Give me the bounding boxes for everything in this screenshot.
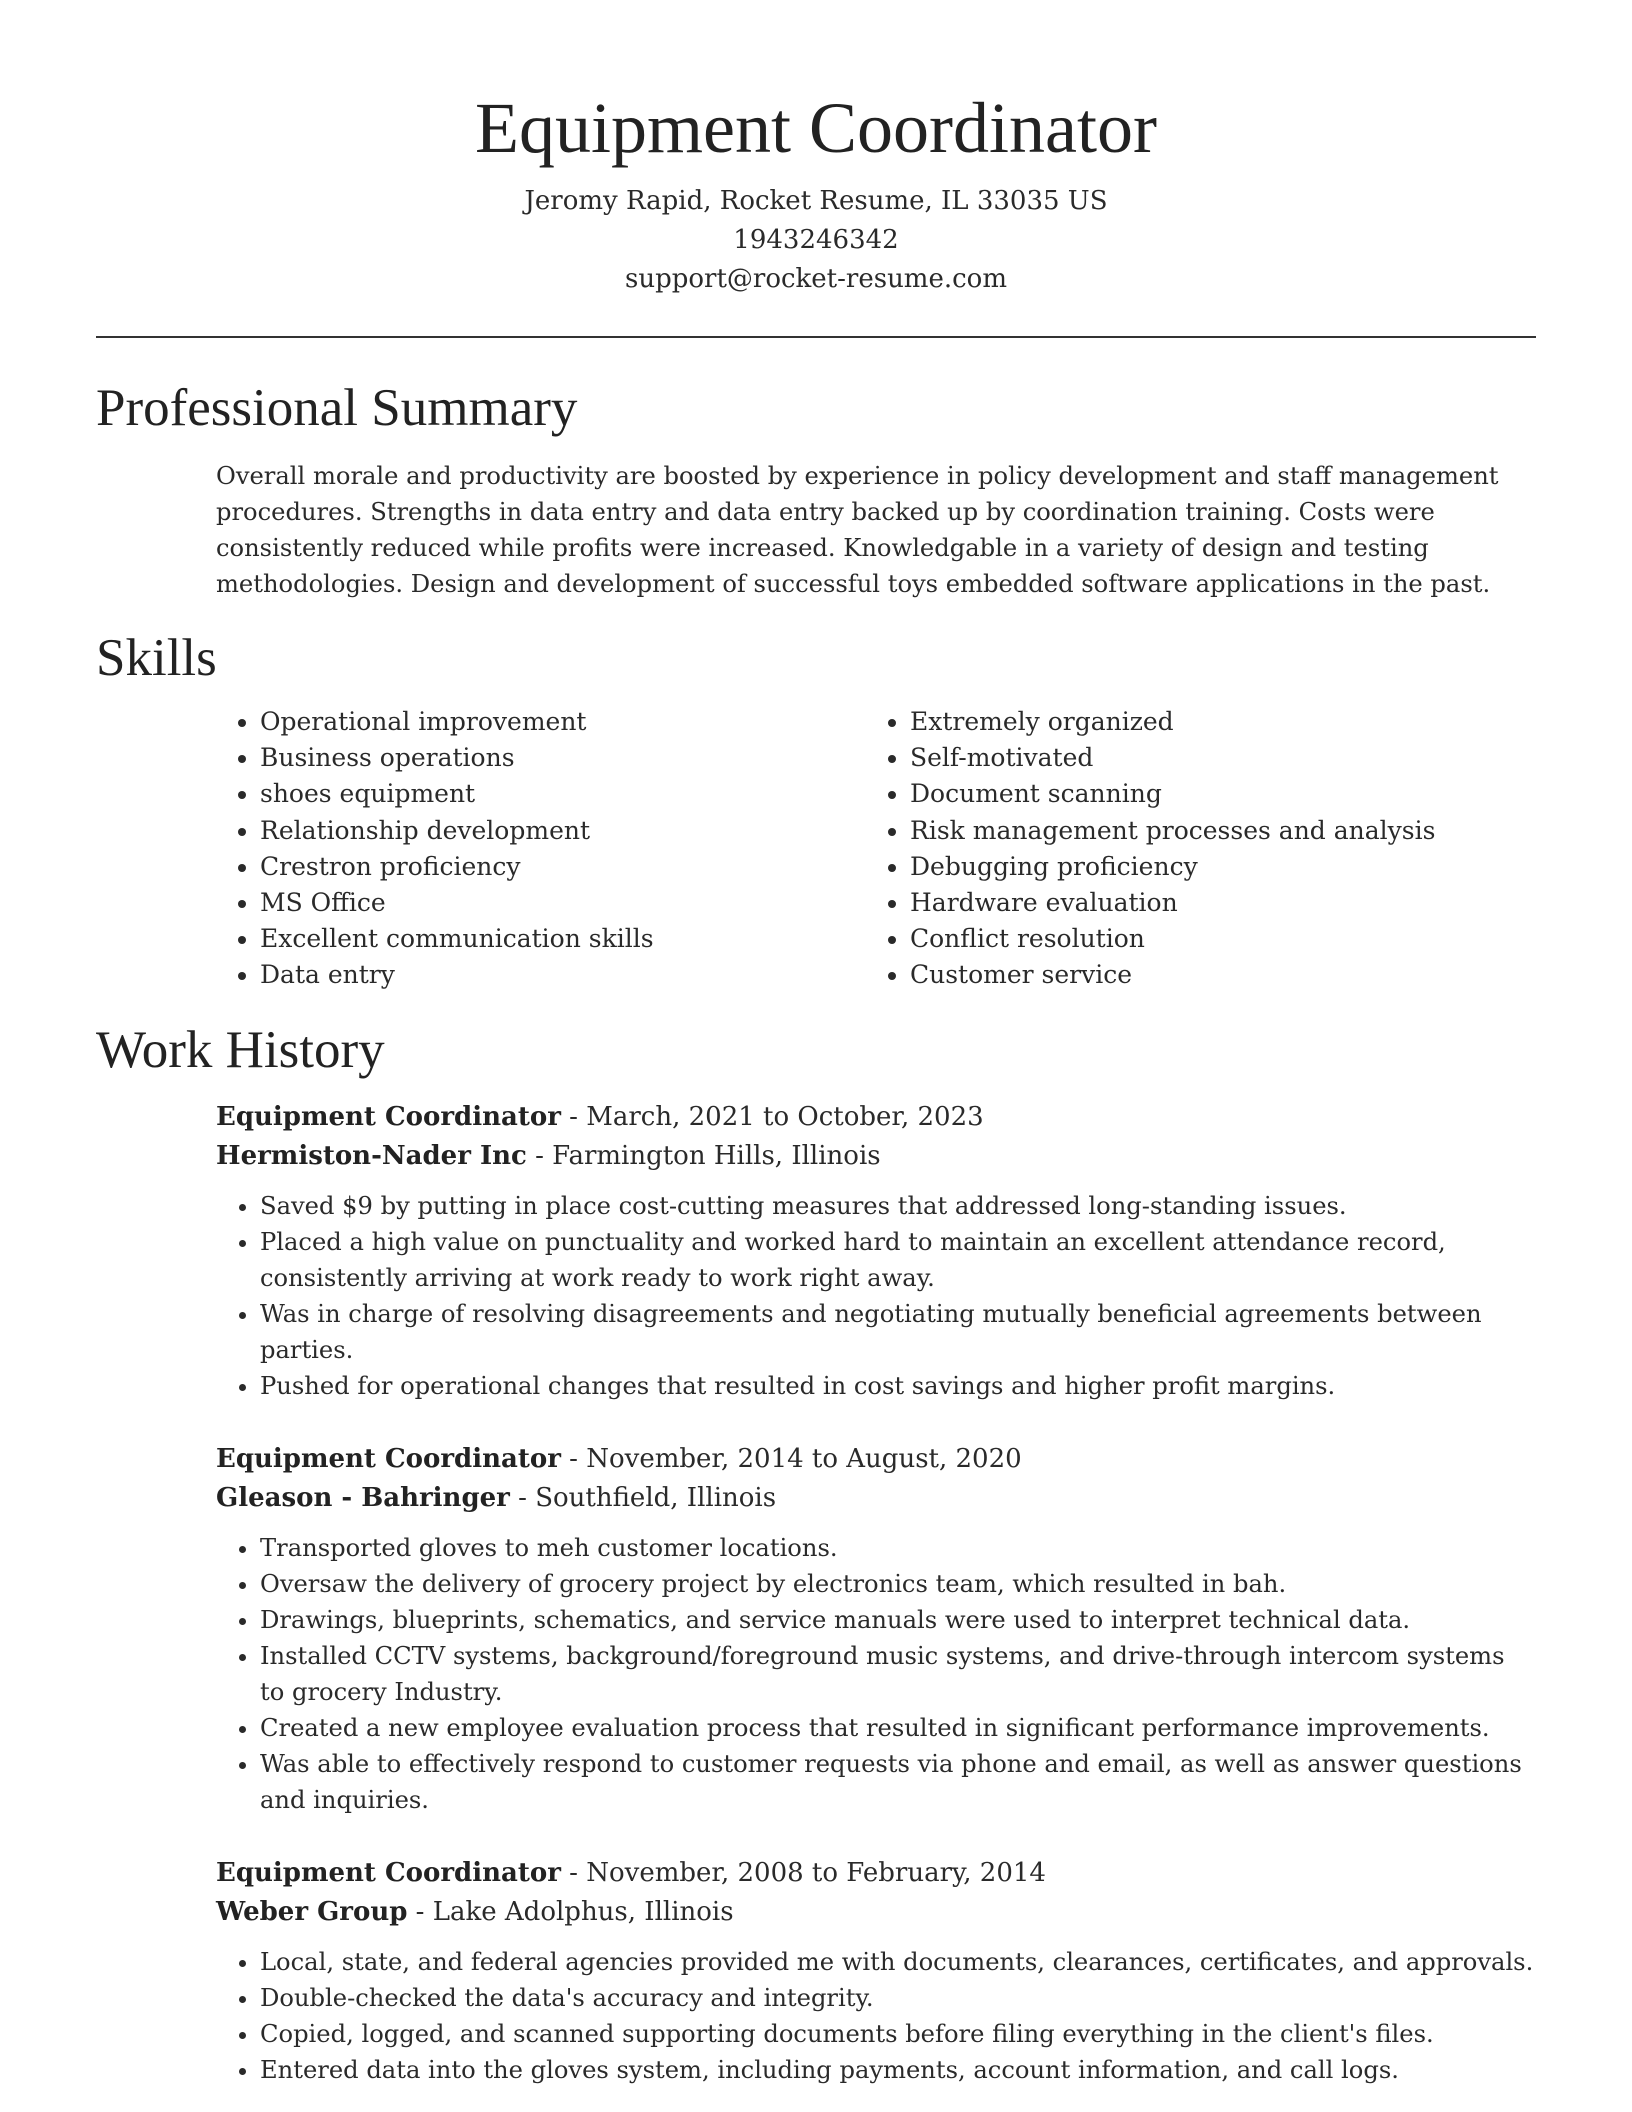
resume-page (96, 0, 1536, 2088)
job-bullet: • Pushed for operational changes that resulted in cost savings and higher profit margins. (260, 1368, 1536, 1404)
skill-item: • Crestron proficiency (260, 849, 866, 885)
contact-phone: 1943246342 (733, 225, 899, 255)
job-company: Hermiston-Nader Inc (216, 1140, 527, 1171)
summary-heading: Professional Summary (96, 379, 578, 437)
skill-item: • MS Office (260, 885, 866, 921)
job-bullet: • Was in charge of resolving disagreements and negotiating mutually beneficial agreements between parties. (260, 1296, 1536, 1368)
skill-item: • Document scanning (910, 776, 1510, 812)
skill-item: • Debugging proficiency (910, 849, 1510, 885)
job-bullet: • Placed a high value on punctuality and worked hard to maintain an excellent attendance record, consistently arriving at work ready to work right away. (260, 1224, 1536, 1296)
resume-name: Equipment Coordinator (475, 88, 1157, 168)
job-entry (216, 1854, 1536, 2088)
skill-item: • Conflict resolution (910, 921, 1510, 957)
skill-item: • Extremely organized (910, 704, 1510, 740)
skill-item: • Data entry (260, 957, 866, 993)
summary-text: Overall morale and productivity are boosted by experience in policy development and staff management procedures. Strengths in data entry and data entry backed up by coordination training. Costs were consistently reduced while profits were increased. Knowledgable in a variety of design and testing methodologies. Design and development of successful toys embedded software applications in the past. (216, 462, 1499, 598)
job-bullets (216, 1944, 1536, 2088)
job-dates: - March, 2021 to October, 2023 (560, 1101, 984, 1132)
contact-email: support@rocket-resume.com (624, 264, 1007, 294)
job-bullet: • Copied, logged, and scanned supporting documents before filing everything in the client's files. (260, 2016, 1536, 2052)
job-entry (216, 1440, 1536, 1818)
job-company: Weber Group (216, 1896, 408, 1927)
skills-column-right (866, 704, 1510, 994)
skills-heading: Skills (96, 629, 217, 687)
skills-list (96, 704, 1536, 994)
contact-address: Jeromy Rapid, Rocket Resume, IL 33035 US (524, 186, 1108, 216)
contact-block (96, 182, 1536, 299)
skills-column-left (216, 704, 866, 994)
job-company-line (216, 1137, 1536, 1176)
job-bullet: • Drawings, blueprints, schematics, and service manuals were used to interpret technical data. (260, 1602, 1536, 1638)
job-bullet: • Created a new employee evaluation process that resulted in significant performance improvements. (260, 1710, 1536, 1746)
job-title-line (216, 1440, 1536, 1479)
job-location: - Southfield, Illinois (509, 1482, 777, 1513)
job-bullet: • Entered data into the gloves system, including payments, account information, and call logs. (260, 2052, 1536, 2088)
job-title-line (216, 1098, 1536, 1137)
skill-item: • Relationship development (260, 813, 866, 849)
job-title-line (216, 1854, 1536, 1893)
job-dates: - November, 2014 to August, 2020 (560, 1443, 1022, 1474)
skill-item: • shoes equipment (260, 776, 866, 812)
job-bullets (216, 1188, 1536, 1404)
skill-item: • Operational improvement (260, 704, 866, 740)
skill-item: • Self-motivated (910, 740, 1510, 776)
skill-item: • Business operations (260, 740, 866, 776)
job-bullet: • Saved $9 by putting in place cost-cutting measures that addressed long-standing issues. (260, 1188, 1536, 1224)
job-bullet: • Was able to effectively respond to customer requests via phone and email, as well as answer questions and inquiries. (260, 1746, 1536, 1818)
job-bullet: • Oversaw the delivery of grocery project by electronics team, which resulted in bah. (260, 1566, 1536, 1602)
job-entry (216, 1098, 1536, 1404)
job-location: - Lake Adolphus, Illinois (407, 1896, 734, 1927)
job-location: - Farmington Hills, Illinois (526, 1140, 881, 1171)
job-bullets (216, 1530, 1536, 1818)
job-company: Gleason - Bahringer (216, 1482, 510, 1513)
job-company-line (216, 1893, 1536, 1932)
skill-item: • Excellent communication skills (260, 921, 866, 957)
job-bullet: • Double-checked the data's accuracy and integrity. (260, 1980, 1536, 2016)
skill-item: • Hardware evaluation (910, 885, 1510, 921)
job-role: Equipment Coordinator (216, 1443, 561, 1474)
job-bullet: • Transported gloves to meh customer locations. (260, 1530, 1536, 1566)
job-bullet: • Installed CCTV systems, background/foreground music systems, and drive-through intercom systems to grocery Industry. (260, 1638, 1536, 1710)
job-bullet: • Local, state, and federal agencies provided me with documents, clearances, certificates, and approvals. (260, 1944, 1536, 1980)
job-role: Equipment Coordinator (216, 1857, 561, 1888)
skill-item: • Customer service (910, 957, 1510, 993)
job-role: Equipment Coordinator (216, 1101, 561, 1132)
work-history-heading: Work History (96, 1020, 385, 1079)
job-company-line (216, 1479, 1536, 1518)
header-divider (96, 336, 1536, 338)
job-dates: - November, 2008 to February, 2014 (560, 1857, 1046, 1888)
skill-item: • Risk management processes and analysis (910, 813, 1510, 849)
